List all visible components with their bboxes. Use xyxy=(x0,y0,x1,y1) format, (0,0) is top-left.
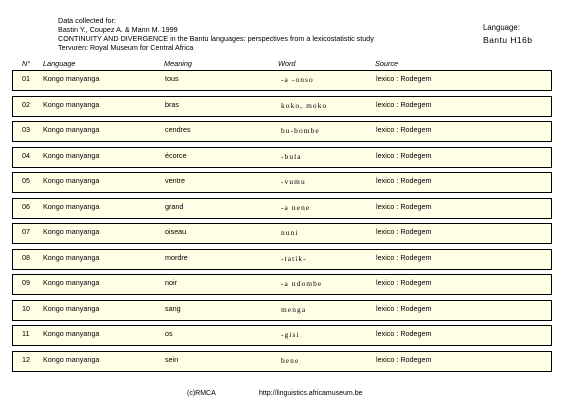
cell-meaning: noir xyxy=(165,278,177,287)
cell-no: 08 xyxy=(22,253,30,262)
table-row xyxy=(12,274,552,295)
table-row xyxy=(12,70,552,91)
cell-no: 03 xyxy=(22,125,30,134)
cell-language: Kongo manyanga xyxy=(43,355,100,364)
cell-meaning: sein xyxy=(165,355,179,364)
cell-meaning: os xyxy=(165,329,173,338)
cell-no: 02 xyxy=(22,100,30,109)
cell-word: -a nene xyxy=(281,203,311,212)
table-row xyxy=(12,249,552,270)
column-header-language: Language xyxy=(43,59,76,68)
cell-word: -bula xyxy=(281,152,302,161)
cell-meaning: cendres xyxy=(165,125,191,134)
cell-meaning: écorce xyxy=(165,151,187,160)
cell-source: lexico : Rodegem xyxy=(376,100,432,109)
cell-language: Kongo manyanga xyxy=(43,278,100,287)
cell-source: lexico : Rodegem xyxy=(376,125,432,134)
table-row xyxy=(12,351,552,372)
cell-word: -a -onso xyxy=(281,75,314,84)
website-url: http://linguistics.africamuseum.be xyxy=(259,390,363,397)
cell-no: 05 xyxy=(22,176,30,185)
table-row xyxy=(12,300,552,321)
cell-source: lexico : Rodegem xyxy=(376,176,432,185)
cell-language: Kongo manyanga xyxy=(43,253,100,262)
cell-source: lexico : Rodegem xyxy=(376,74,432,83)
cell-meaning: mordre xyxy=(165,253,188,262)
cell-word: menga xyxy=(281,305,307,314)
cell-word: -tatik- xyxy=(281,254,307,263)
cell-language: Kongo manyanga xyxy=(43,74,100,83)
cell-source: lexico : Rodegem xyxy=(376,151,432,160)
cell-source: lexico : Rodegem xyxy=(376,304,432,313)
cell-no: 06 xyxy=(22,202,30,211)
cell-language: Kongo manyanga xyxy=(43,202,100,211)
authors-line: Bastin Y., Coupez A. & Mann M. 1999 xyxy=(58,25,178,34)
cell-word: bu-bombe xyxy=(281,126,320,135)
cell-source: lexico : Rodegem xyxy=(376,227,432,236)
cell-language: Kongo manyanga xyxy=(43,227,100,236)
column-header-meaning: Meaning xyxy=(164,59,192,68)
table-row xyxy=(12,223,552,244)
cell-language: Kongo manyanga xyxy=(43,329,100,338)
cell-language: Kongo manyanga xyxy=(43,125,100,134)
cell-language: Kongo manyanga xyxy=(43,100,100,109)
cell-meaning: sang xyxy=(165,304,181,313)
cell-source: lexico : Rodegem xyxy=(376,202,432,211)
cell-meaning: bras xyxy=(165,100,179,109)
collected-for-label: Data collected for: xyxy=(58,16,116,25)
cell-word: nuni xyxy=(281,228,299,237)
cell-meaning: oiseau xyxy=(165,227,187,236)
table-row xyxy=(12,96,552,117)
language-label: Language: xyxy=(483,23,520,32)
copyright-text: (c)RMCA xyxy=(187,390,216,397)
cell-source: lexico : Rodegem xyxy=(376,329,432,338)
table-row xyxy=(12,325,552,346)
cell-no: 11 xyxy=(22,329,30,338)
cell-meaning: tous xyxy=(165,74,179,83)
cell-meaning: ventre xyxy=(165,176,185,185)
cell-word: bene xyxy=(281,356,300,365)
cell-language: Kongo manyanga xyxy=(43,176,100,185)
cell-no: 12 xyxy=(22,355,30,364)
cell-word: -gisi xyxy=(281,330,300,339)
cell-source: lexico : Rodegem xyxy=(376,253,432,262)
study-title: CONTINUITY AND DIVERGENCE in the Bantu languages: perspectives from a lexicostatistic study xyxy=(58,34,374,43)
cell-no: 09 xyxy=(22,278,30,287)
cell-no: 04 xyxy=(22,151,30,160)
cell-word: -vumu xyxy=(281,177,306,186)
table-row xyxy=(12,147,552,168)
column-header-word: Word xyxy=(278,59,296,68)
cell-source: lexico : Rodegem xyxy=(376,278,432,287)
cell-meaning: grand xyxy=(165,202,184,211)
cell-word: koko, moko xyxy=(281,101,328,110)
cell-source: lexico : Rodegem xyxy=(376,355,432,364)
language-code: Bantu H16b xyxy=(483,35,533,45)
publisher-line: Tervuren: Royal Museum for Central Africa xyxy=(58,43,194,52)
cell-no: 01 xyxy=(22,74,30,83)
table-row xyxy=(12,198,552,219)
cell-language: Kongo manyanga xyxy=(43,151,100,160)
cell-word: -a ndombe xyxy=(281,279,323,288)
column-header-number: N° xyxy=(22,59,31,68)
column-header-source: Source xyxy=(375,59,399,68)
table-row xyxy=(12,121,552,142)
table-row xyxy=(12,172,552,193)
cell-no: 10 xyxy=(22,304,30,313)
cell-language: Kongo manyanga xyxy=(43,304,100,313)
cell-no: 07 xyxy=(22,227,30,236)
